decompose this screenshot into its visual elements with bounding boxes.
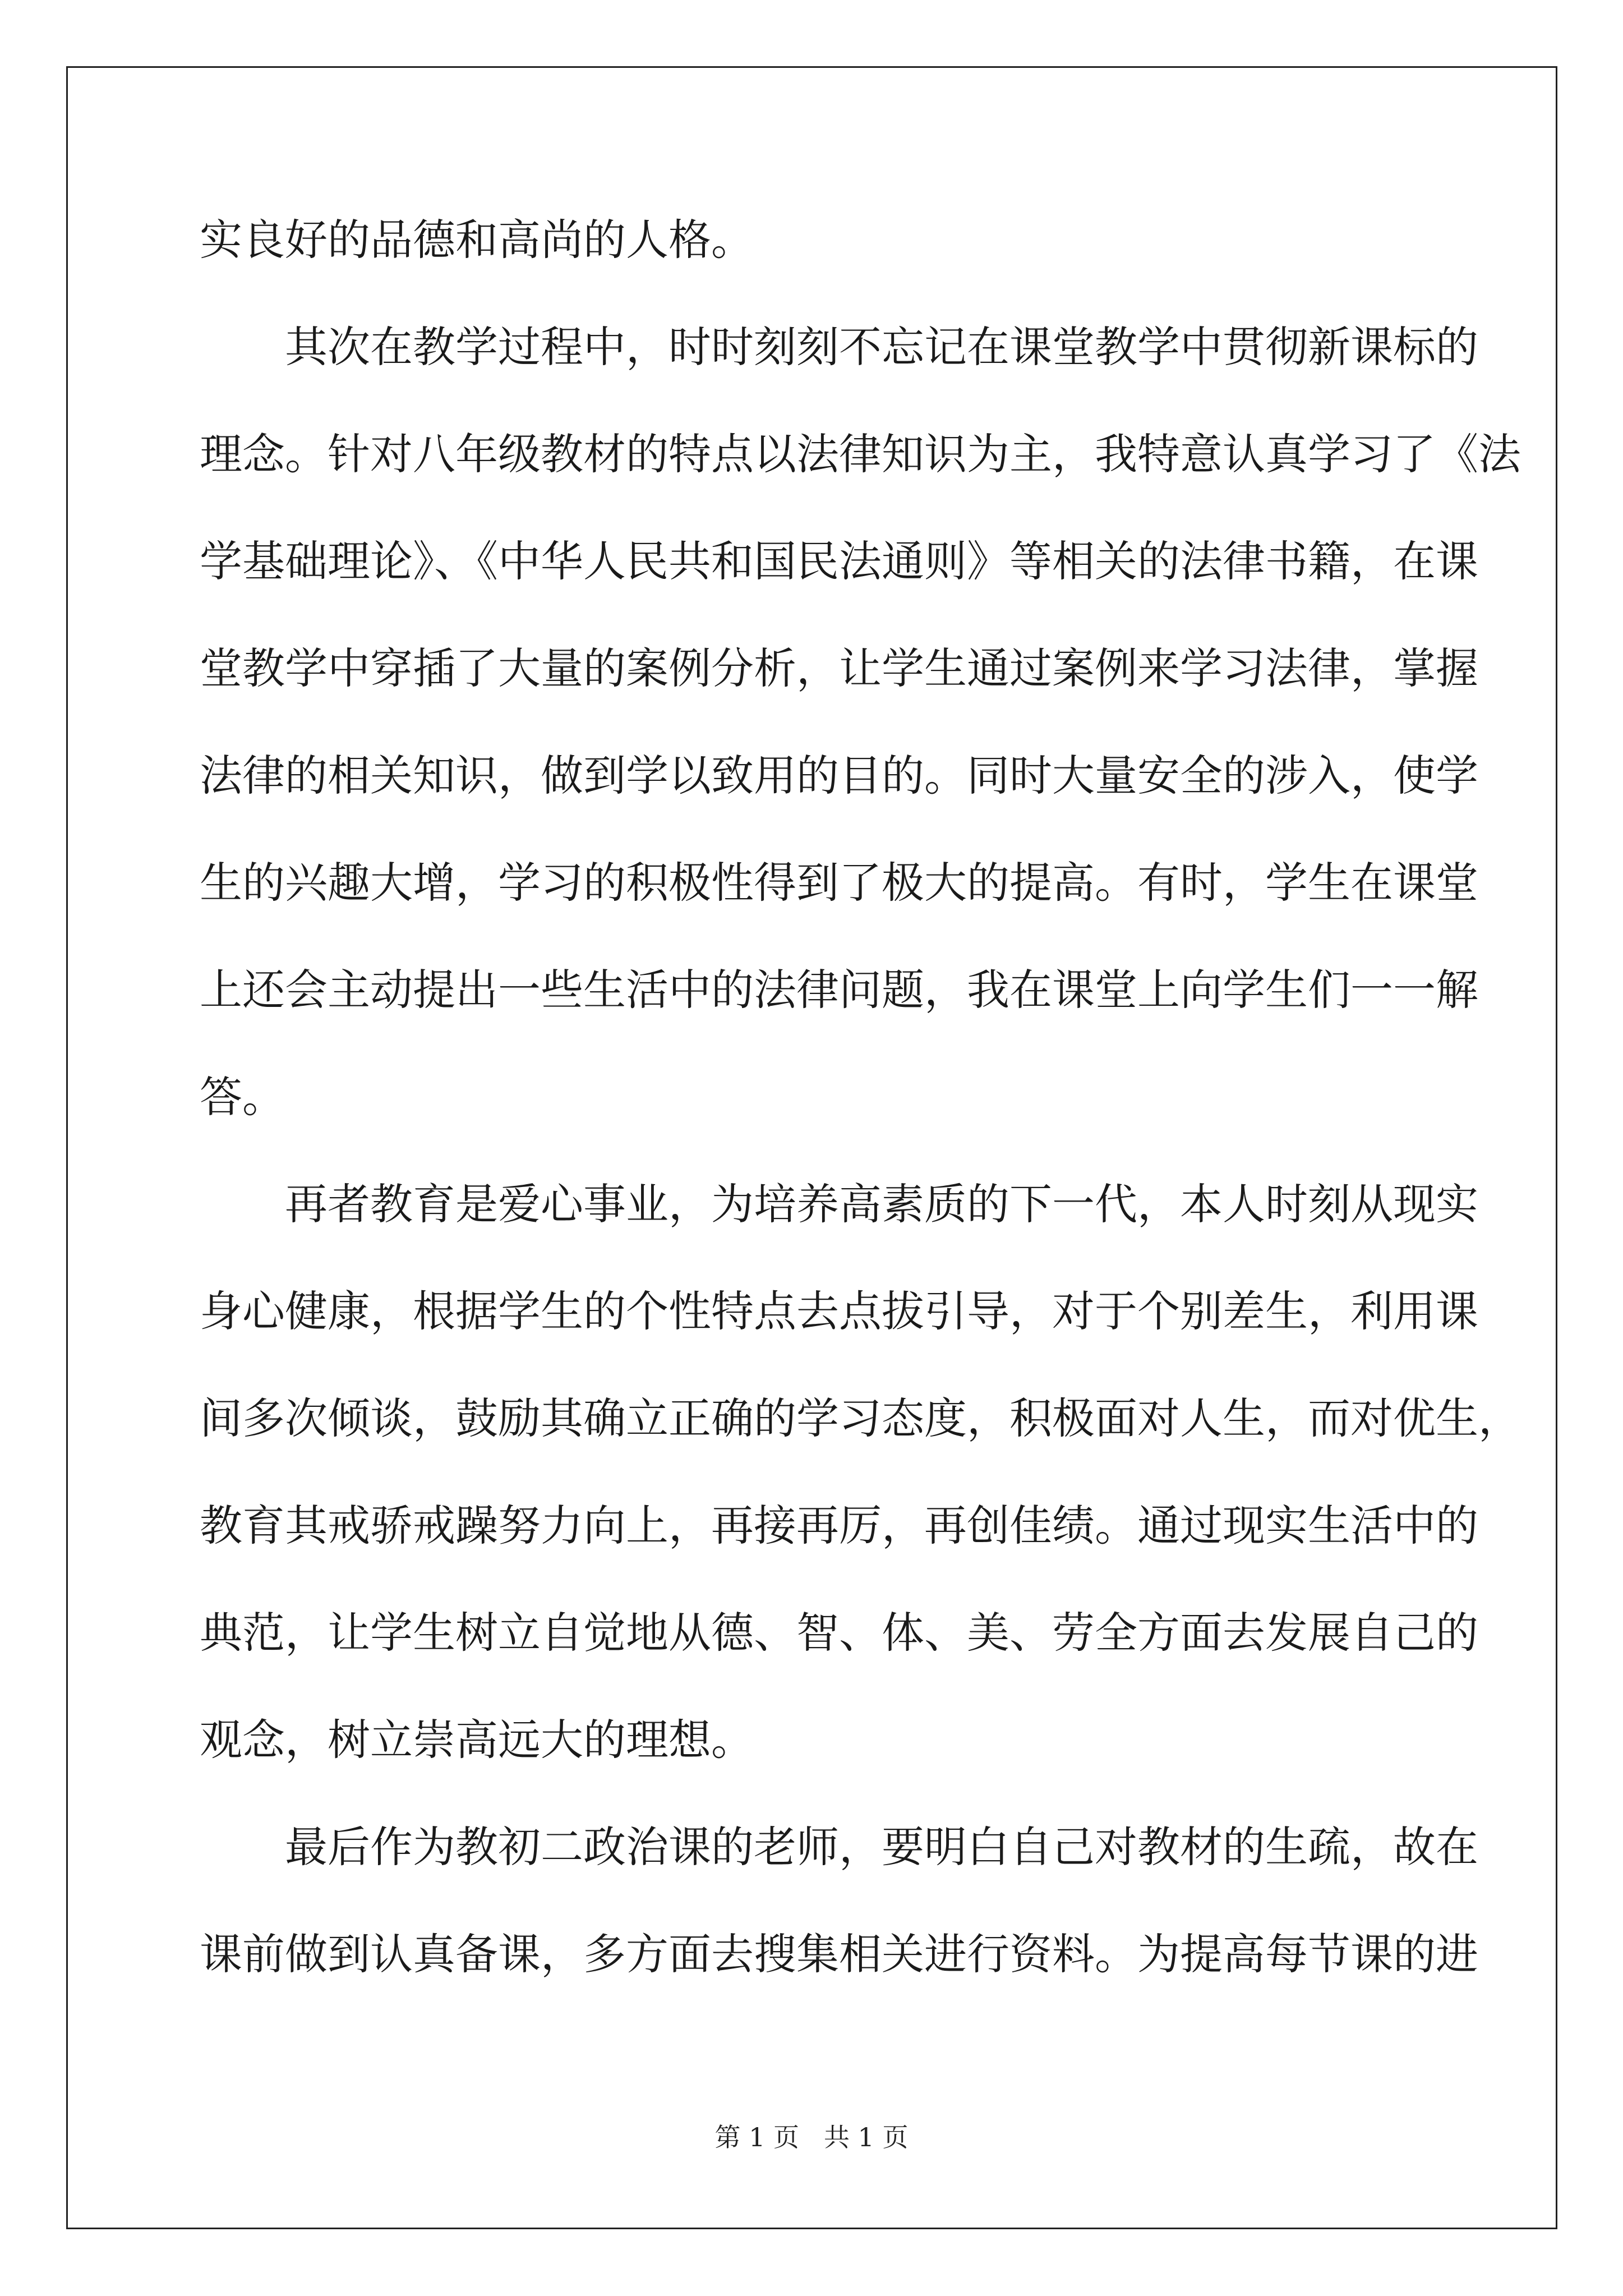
text-line: 最后作为教初二政治课的老师，要明白自己对教材的生疏，故在 — [285, 1822, 1478, 1872]
text-line: 再者教育是爱心事业，为培养高素质的下一代，本人时刻从现实 — [285, 1179, 1478, 1229]
page-footer — [0, 2120, 1623, 2154]
text-line: 理念。针对八年级教材的特点以法律知识为主，我特意认真学习了《法 — [200, 429, 1521, 479]
text-line: 答。 — [200, 1072, 285, 1122]
text-line: 上还会主动提出一些生活中的法律问题，我在课堂上向学生们一一解 — [200, 965, 1478, 1015]
text-line: 观念，树立崇高远大的理想。 — [200, 1715, 754, 1765]
text-line: 学基础理论》、《中华人民共和国民法通则》等相关的法律书籍，在课 — [200, 536, 1478, 586]
text-line: 教育其戒骄戒躁努力向上，再接再厉，再创佳绩。通过现实生活中的 — [200, 1501, 1478, 1550]
text-line: 典范，让学生树立自觉地从德、智、体、美、劳全方面去发展自己的 — [200, 1608, 1478, 1658]
text-line: 堂教学中穿插了大量的案例分析，让学生通过案例来学习法律，掌握 — [200, 643, 1478, 693]
page-total: 共 1 页 — [823, 2122, 909, 2152]
text-line: 法律的相关知识，做到学以致用的目的。同时大量安全的涉入，使学 — [200, 751, 1478, 800]
page-border — [66, 66, 1557, 2229]
text-line: 生的兴趣大增，学习的积极性得到了极大的提高。有时，学生在课堂 — [200, 858, 1478, 908]
text-line: 其次在教学过程中，时时刻刻不忘记在课堂教学中贯彻新课标的 — [285, 322, 1478, 372]
text-line: 间多次倾谈，鼓励其确立正确的学习态度，积极面对人生，而对优生， — [200, 1393, 1521, 1443]
text-line: 实良好的品德和高尚的人格。 — [200, 215, 754, 265]
text-line: 身心健康，根据学生的个性特点去点拔引导，对于个别差生，利用课 — [200, 1286, 1478, 1336]
text-line: 课前做到认真备课，多方面去搜集相关进行资料。为提高每节课的进 — [200, 1929, 1478, 1979]
page-number: 第 1 页 — [714, 2122, 800, 2152]
